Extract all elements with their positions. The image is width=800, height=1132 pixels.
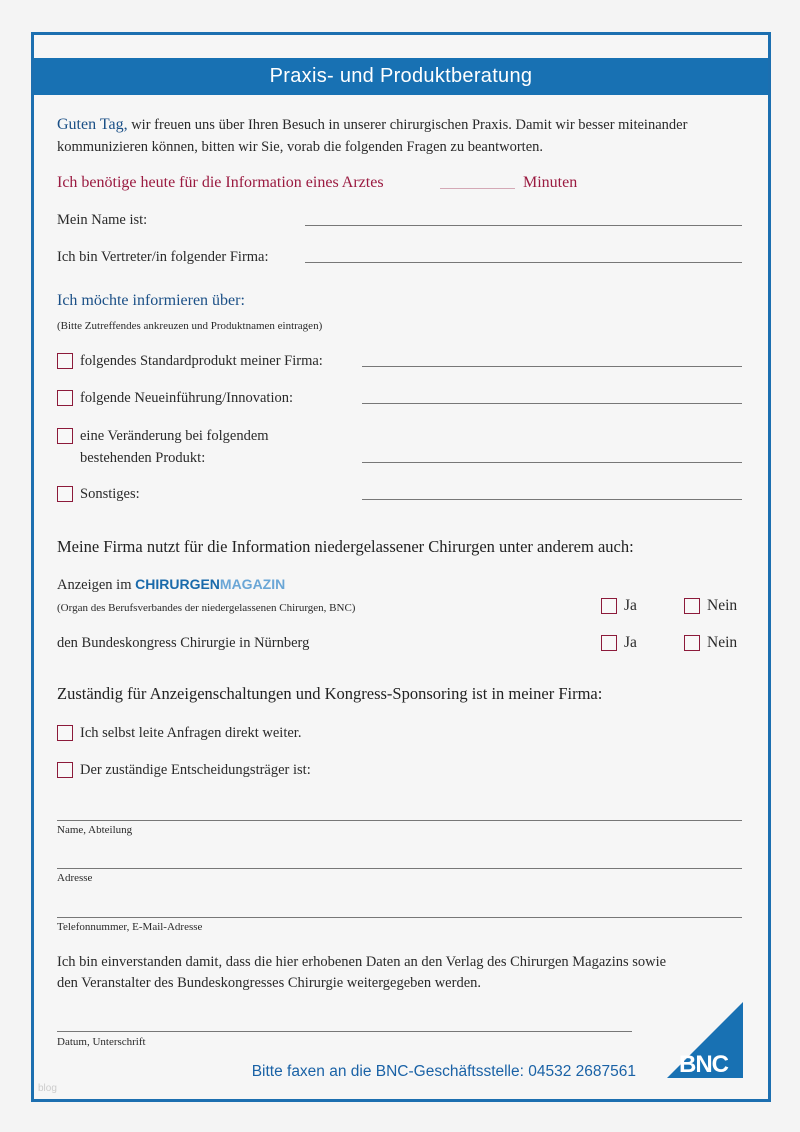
bnc-logo-text: BNC xyxy=(679,1051,728,1078)
intro-line1 xyxy=(57,116,687,134)
minutes-field[interactable] xyxy=(440,188,515,189)
form-title: Praxis- und Produktberatung xyxy=(34,58,768,95)
option-change-2: bestehenden Produkt: xyxy=(80,450,206,466)
standard-product-field[interactable] xyxy=(362,366,742,367)
ads-no-label: Nein xyxy=(707,597,738,614)
responsible-heading: Zuständig für Anzeigenschaltungen und Kongress-Sponsoring ist in meiner Firma: xyxy=(57,684,603,703)
congress-label: den Bundeskongress Chirurgie in Nürnberg xyxy=(57,635,310,651)
name-label: Mein Name ist: xyxy=(57,212,148,228)
bnc-logo xyxy=(667,1002,743,1078)
checkbox-ads-no[interactable] xyxy=(684,598,700,614)
watermark: blog xyxy=(38,1083,57,1094)
intro-text: wir freuen uns über Ihren Besuch in unserer chirurgischen Praxis. Damit wir besser miteinander xyxy=(127,117,688,133)
minutes-unit: Minuten xyxy=(523,174,578,191)
ads-label: Anzeigen im xyxy=(57,577,132,593)
inform-heading: Ich möchte informieren über: xyxy=(57,292,245,309)
option-standard-product: folgendes Standardprodukt meiner Firma: xyxy=(80,353,323,369)
option-other: Sonstiges: xyxy=(80,486,140,502)
checkbox-other[interactable] xyxy=(57,486,73,502)
consent-line2: den Veranstalter des Bundeskongresses Chirurgie weitergegeben werden. xyxy=(57,975,482,991)
intro-line2: kommunizieren können, bitten wir Sie, vorab die folgenden Fragen zu beantworten. xyxy=(57,139,544,155)
option-decision-maker: Der zuständige Entscheidungsträger ist: xyxy=(80,762,311,778)
checkbox-decision-maker[interactable] xyxy=(57,762,73,778)
checkbox-ads-yes[interactable] xyxy=(601,598,617,614)
ads-label-row xyxy=(57,575,285,594)
company-label: Ich bin Vertreter/in folgender Firma: xyxy=(57,249,269,265)
congress-no-label: Nein xyxy=(707,634,738,651)
name-department-field[interactable] xyxy=(57,820,742,821)
innovation-field[interactable] xyxy=(362,403,742,404)
option-innovation: folgende Neueinführung/Innovation: xyxy=(80,390,294,406)
change-field[interactable] xyxy=(362,462,742,463)
company-field[interactable] xyxy=(305,262,742,263)
fax-info: Bitte faxen an die BNC-Geschäftsstelle: 04532 2687561 xyxy=(251,1063,636,1080)
usage-heading: Meine Firma nutzt für die Information niedergelassener Chirurgen unter anderem auch: xyxy=(57,537,634,556)
contact-label: Telefonnummer, E-Mail-Adresse xyxy=(57,921,203,933)
other-field[interactable] xyxy=(362,499,742,500)
checkbox-change[interactable] xyxy=(57,428,73,444)
option-self: Ich selbst leite Anfragen direkt weiter. xyxy=(80,725,302,741)
form-frame xyxy=(31,32,771,1102)
address-field[interactable] xyxy=(57,868,742,869)
option-change: eine Veränderung bei folgendem xyxy=(80,428,269,444)
congress-yes-label: Ja xyxy=(624,634,637,651)
checkbox-congress-yes[interactable] xyxy=(601,635,617,651)
ads-yes-label: Ja xyxy=(624,597,637,614)
magazine-logo-b: MAGAZIN xyxy=(219,576,286,592)
checkbox-self[interactable] xyxy=(57,725,73,741)
time-label: Ich benötige heute für die Information eines Arztes xyxy=(57,174,384,191)
magazine-logo-a: CHIRURGEN xyxy=(135,576,220,592)
ads-note: (Organ des Berufsverbandes der niedergelassenen Chirurgen, BNC) xyxy=(57,602,356,614)
name-department-label: Name, Abteilung xyxy=(57,824,133,836)
signature-field[interactable] xyxy=(57,1031,632,1032)
checkbox-innovation[interactable] xyxy=(57,390,73,406)
signature-label: Datum, Unterschrift xyxy=(57,1036,146,1048)
checkbox-congress-no[interactable] xyxy=(684,635,700,651)
address-label: Adresse xyxy=(57,872,93,884)
consent-line1: Ich bin einverstanden damit, dass die hier erhobenen Daten an den Verlag des Chirurgen Magazins sowie xyxy=(57,954,667,970)
inform-note: (Bitte Zutreffendes ankreuzen und Produktnamen eintragen) xyxy=(57,320,323,332)
greeting: Guten Tag, xyxy=(57,116,128,133)
checkbox-standard-product[interactable] xyxy=(57,353,73,369)
name-field[interactable] xyxy=(305,225,742,226)
